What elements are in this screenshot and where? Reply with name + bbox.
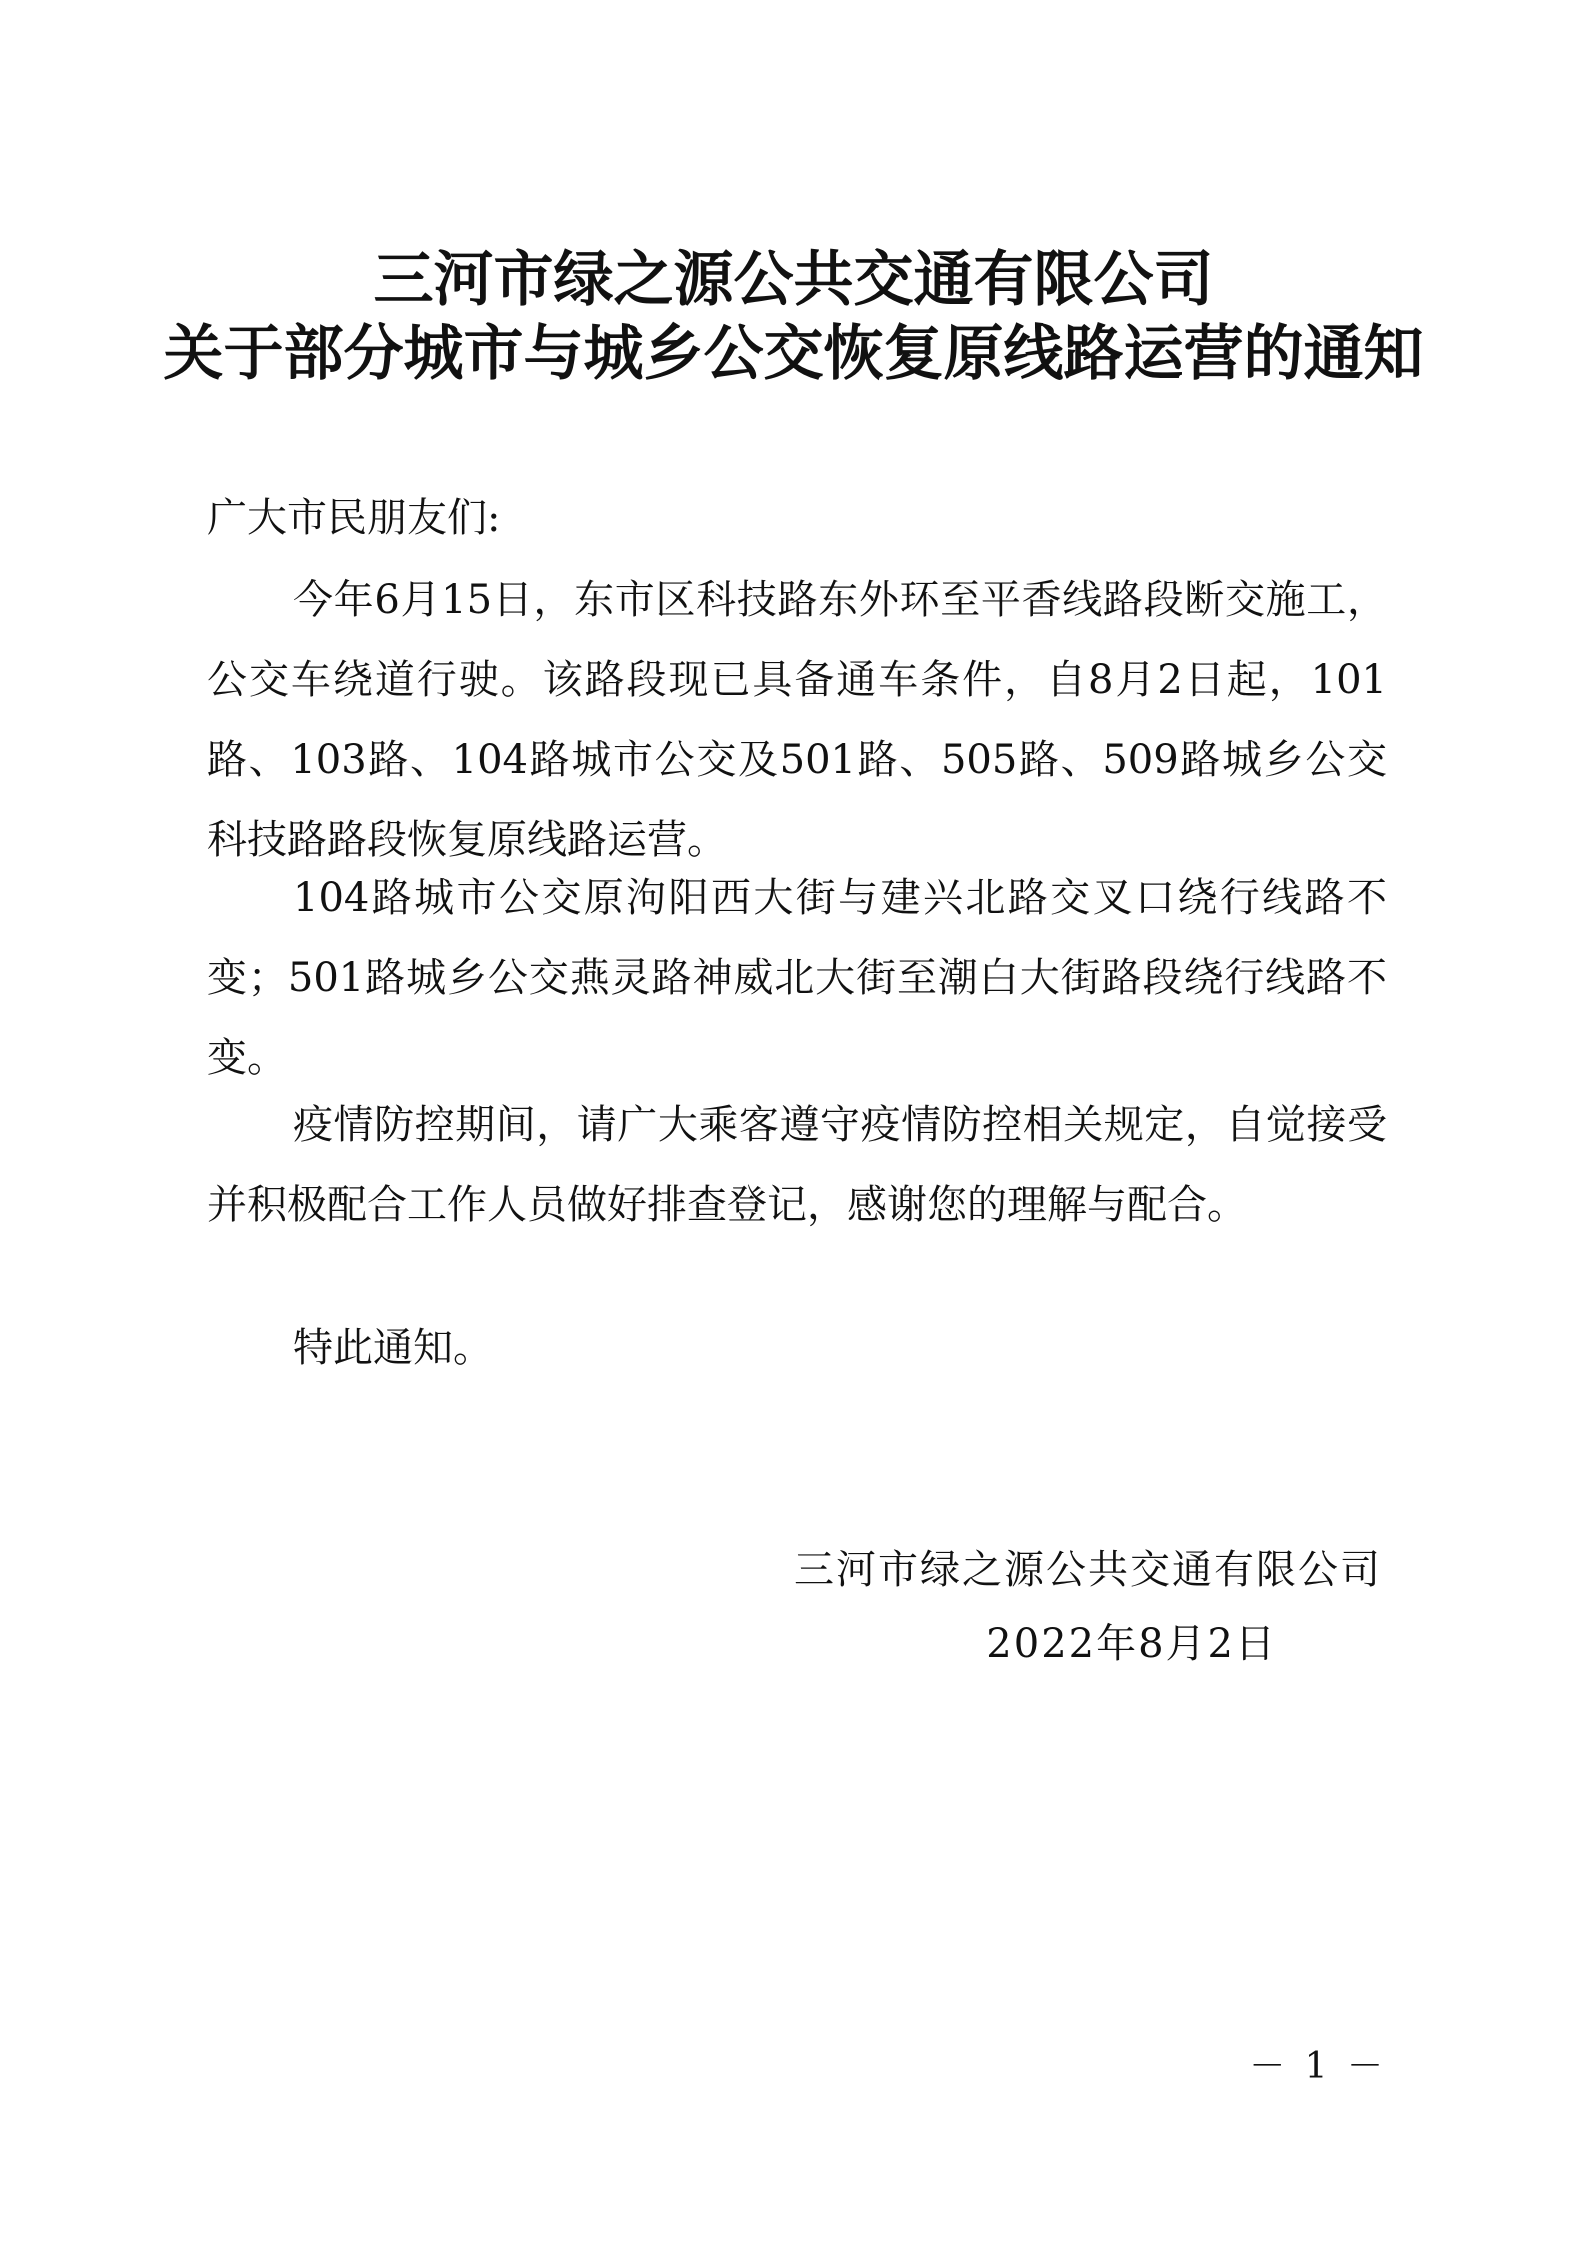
signature-date: 2022年8月2日: [986, 1621, 1277, 1667]
signature-organization: 三河市绿之源公共交通有限公司: [794, 1547, 1382, 1593]
document-title-line1: 三河市绿之源公共交通有限公司: [373, 245, 1214, 315]
salutation: 广大市民朋友们:: [207, 495, 501, 541]
paragraph-3: 疫情防控期间，请广大乘客遵守疫情防控相关规定，自觉接受并积极配合工作人员做好排查登记，感谢您的理解与配合。: [207, 1102, 1387, 1228]
paragraph-2: 104路城市公交原泃阳西大街与建兴北路交叉口绕行线路不变；501路城乡公交燕灵路神威北大街至潮白大街路段绕行线路不变。: [207, 875, 1387, 1081]
paragraph-1: 今年6月15日，东市区科技路东外环至平香线路段断交施工，公交车绕道行驶。该路段现已具备通车条件，自8月2日起，101路、103路、104路城市公交及501路、505路、509路城乡公交科技路路段恢复原线路运营。: [207, 577, 1387, 863]
page-number: － 1 －: [1249, 2046, 1387, 2087]
closing-remark: 特此通知。: [293, 1325, 493, 1371]
document-title-line2: 关于部分城市与城乡公交恢复原线路运营的通知: [163, 319, 1424, 389]
